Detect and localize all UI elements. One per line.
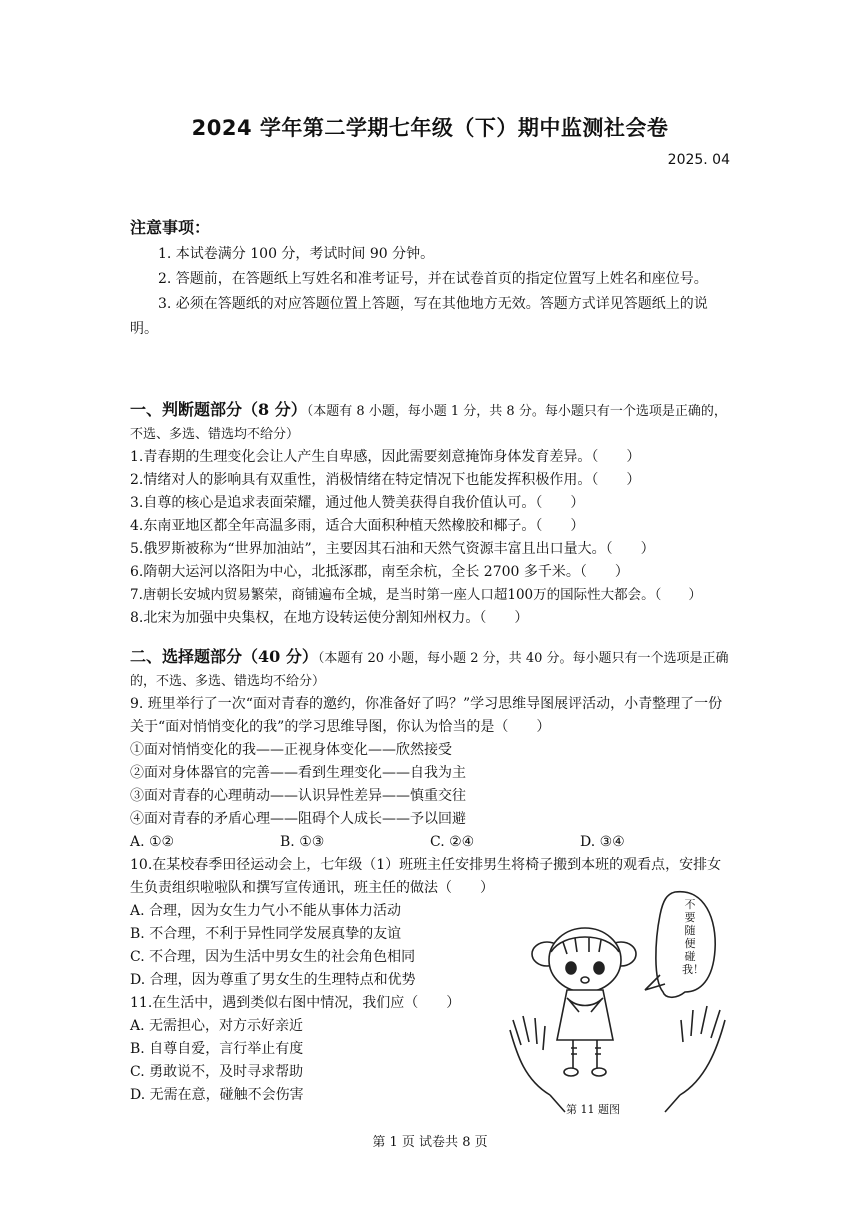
- question-1: 1.青春期的生理变化会让人产生自卑感，因此需要刻意掩饰身体发育差异。（ ）: [130, 449, 641, 465]
- section2-desc: （本题有 20 小题，每小题 2 分，共 40 分。每小题只有一个选项是正确的，不选、多选、错选均不给分）: [130, 651, 729, 689]
- question-10-stem: 10.在某校春季田径运动会上，七年级（1）班班主任安排男生将椅子搬到本班的观看点，安排女生负责组织啦啦队和撰写宣传通讯，班主任的做法（ ）: [130, 857, 722, 896]
- question-5: 5.俄罗斯被称为“世界加油站”，主要因其石油和天然气资源丰富且出口量大。（ ）: [130, 541, 655, 557]
- notice-item: 3. 必须在答题纸的对应答题位置上答题，写在其他地方无效。答题方式详见答题纸上的说明。: [130, 296, 708, 337]
- q10-option-c: C. 不合理，因为生活中男女生的社会角色相同: [130, 949, 416, 965]
- section-judgement: [130, 398, 735, 630]
- q9-option-d: D. ③④: [580, 834, 625, 850]
- q9-option-a: A. ①②: [130, 834, 175, 850]
- question-6: 6.隋朝大运河以洛阳为中心，北抵涿郡，南至余杭，全长 2700 多千米。（ ）: [130, 564, 629, 580]
- exam-title: 2024 学年第二学期七年级（下）期中监测社会卷: [191, 116, 669, 140]
- question-9-stem: 9. 班里举行了一次“面对青春的邀约，你准备好了吗？”学习思维导图展评活动，小青整理了一份关于“面对悄悄变化的我”的学习思维导图，你认为恰当的是（ ）: [130, 696, 723, 735]
- question-8: 8.北宋为加强中央集权，在地方设转运使分割知州权力。（ ）: [130, 610, 529, 626]
- question-7: 7.唐朝长安城内贸易繁荣，商铺遍布全城，是当时第一座人口超100万的国际性大都会。（ ）: [130, 587, 702, 603]
- q11-option-c: C. 勇敢说不，及时寻求帮助: [130, 1064, 304, 1080]
- section1-heading: 一、判断题部分（8 分）: [130, 400, 307, 419]
- question-4: 4.东南亚地区都全年高温多雨，适合大面积种植天然橡胶和椰子。（ ）: [130, 518, 585, 534]
- q9-options: [130, 831, 735, 854]
- q9-line-4: ④面对青春的矛盾心理——阻碍个人成长——予以回避: [130, 811, 466, 827]
- girl-dress: [557, 990, 613, 1040]
- q9-line-1: ①面对悄悄变化的我——正视身体变化——欣然接受: [130, 742, 452, 758]
- q11-option-d: D. 无需在意，碰触不会伤害: [130, 1087, 304, 1103]
- question-2: 2.情绪对人的影响具有双重性，消极情绪在特定情况下也能发挥积极作用。（ ）: [130, 472, 641, 488]
- q11-option-b: B. 自尊自爱，言行举止有度: [130, 1041, 304, 1057]
- section1-desc: （本题有 8 小题，每小题 1 分，共 8 分。每小题只有一个选项是正确的，不选、多选、错选均不给分）: [130, 404, 727, 442]
- speech-bubble-text: 不要随便碰我！: [682, 898, 704, 976]
- q10-option-a: A. 合理，因为女生力气小不能从事体力活动: [130, 903, 402, 919]
- left-hand: [510, 1016, 565, 1112]
- figure-caption: 第 11 题图: [566, 1103, 620, 1116]
- question-3: 3.自尊的核心是追求表面荣耀，通过他人赞美获得自我价值认可。（ ）: [130, 495, 585, 511]
- q9-option-b: B. ①③: [280, 834, 325, 850]
- notice-heading: 注意事项：: [130, 218, 211, 237]
- section2-heading: 二、选择题部分（40 分）: [130, 647, 318, 666]
- q10-option-b: B. 不合理，不利于异性同学发展真挚的友谊: [130, 926, 402, 942]
- right-hand: [665, 1006, 725, 1112]
- q9-line-2: ②面对身体器官的完善——看到生理变化——自我为主: [130, 765, 466, 781]
- notice-block: [130, 215, 730, 342]
- notice-item: 1. 本试卷满分 100 分，考试时间 90 分钟。: [158, 246, 435, 262]
- q11-option-a: A. 无需担心，对方示好亲近: [130, 1018, 304, 1034]
- q9-option-c: C. ②④: [430, 834, 475, 850]
- question-11-stem: 11.在生活中，遇到类似右图中情况，我们应（ ）: [130, 995, 461, 1011]
- page-footer: 第 1 页 试卷共 8 页: [372, 1135, 488, 1150]
- notice-item: 2. 答题前，在答题纸上写姓名和准考证号，并在试卷首页的指定位置写上姓名和座位号。: [158, 271, 708, 287]
- exam-date: 2025. 04: [667, 152, 730, 168]
- q9-line-3: ③面对青春的心理萌动——认识异性差异——慎重交往: [130, 788, 466, 804]
- q10-option-d: D. 合理，因为尊重了男女生的生理特点和优势: [130, 972, 416, 988]
